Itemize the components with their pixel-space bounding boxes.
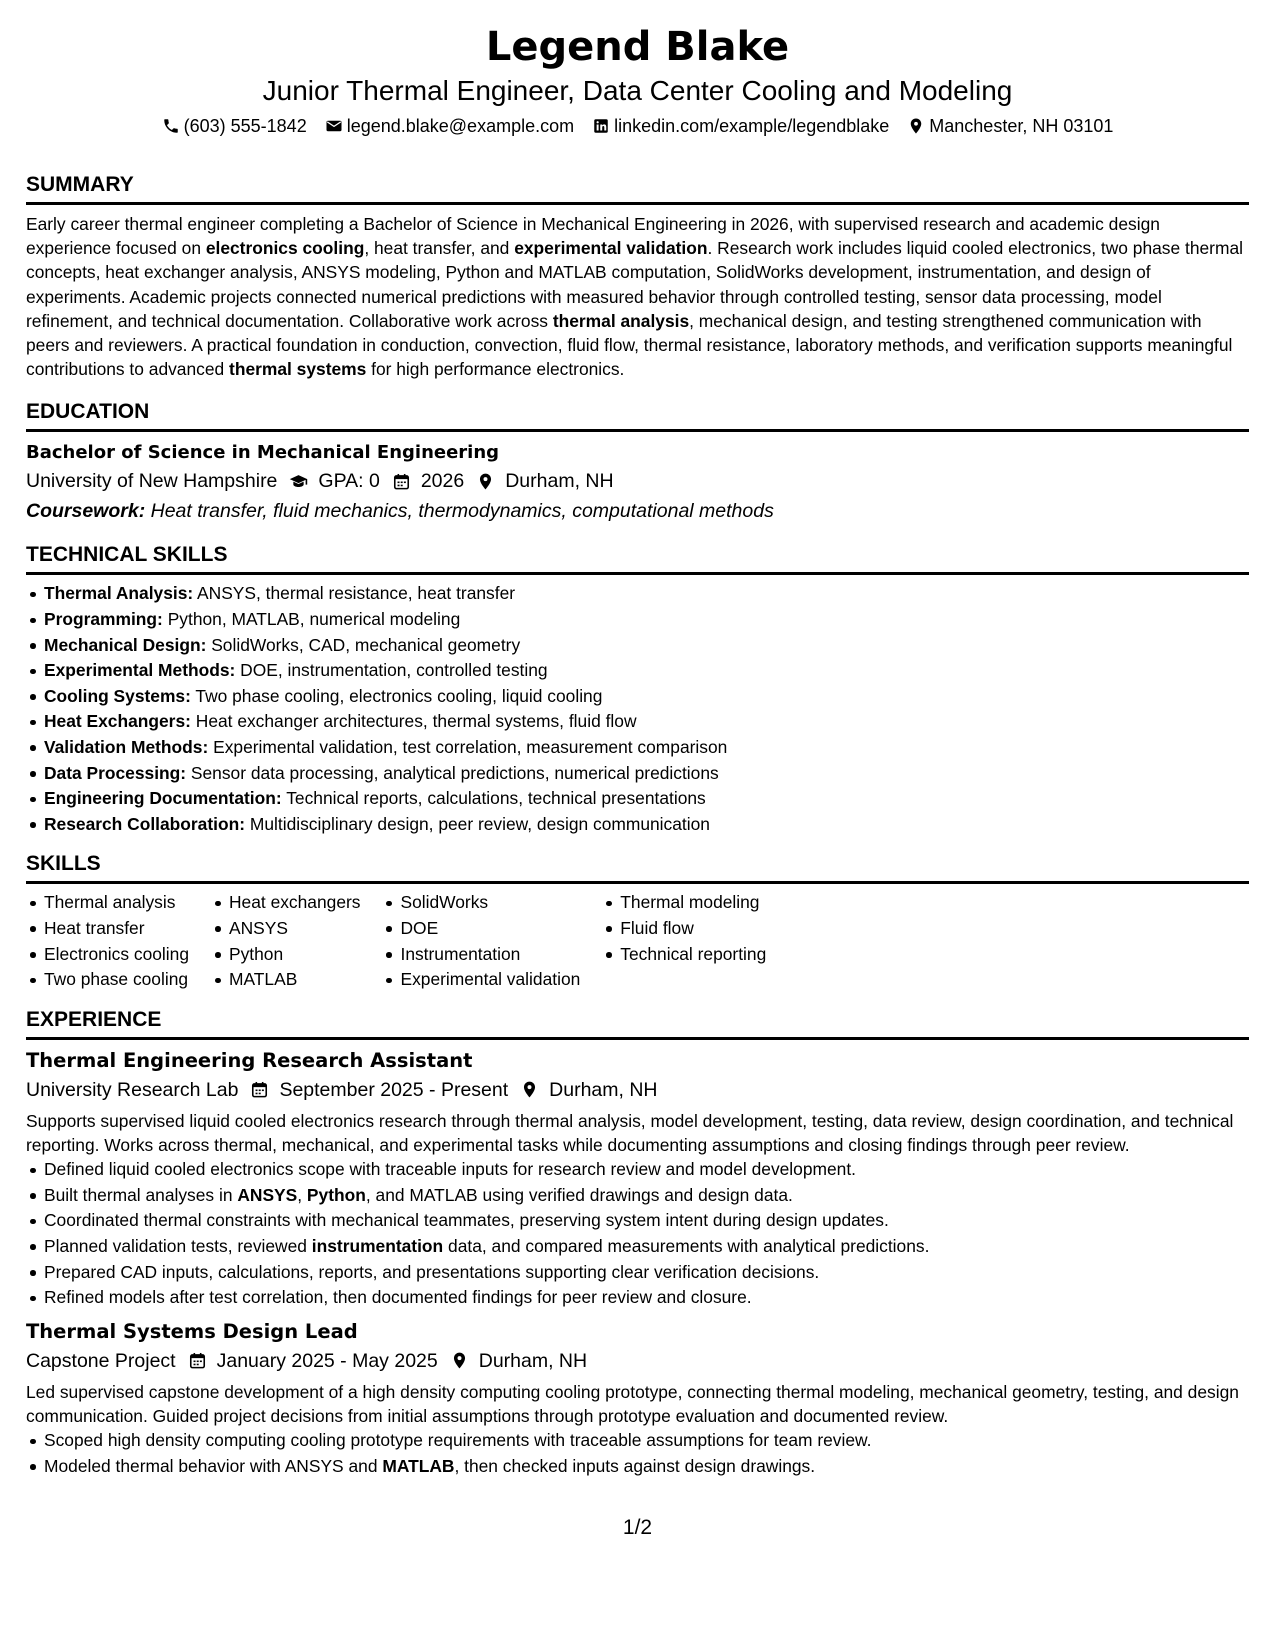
phone-text: (603) 555-1842	[183, 116, 307, 136]
email-link[interactable]: legend.blake@example.com	[346, 116, 575, 136]
list-item: Experimental validation	[382, 967, 580, 993]
contact-row	[26, 114, 1249, 138]
skill-values: Heat exchanger architectures, thermal systems, fluid flow	[190, 711, 637, 732]
bullet-text: ,	[297, 1184, 307, 1205]
skills-column	[602, 890, 766, 992]
envelope-icon	[325, 117, 343, 135]
section-title: EDUCATION	[26, 399, 1249, 432]
calendar-icon	[250, 1080, 269, 1099]
list-item	[26, 709, 1249, 735]
list-item	[26, 735, 1249, 761]
section-title: SKILLS	[26, 851, 1249, 884]
list-item	[26, 684, 1249, 710]
list-item	[26, 581, 1249, 607]
skills-section	[26, 851, 1249, 992]
skill-values: Technical reports, calculations, technical presentations	[281, 788, 706, 809]
job-location: Durham, NH	[478, 1349, 588, 1372]
job-bullets	[26, 1157, 1249, 1311]
list-item	[26, 761, 1249, 787]
graduation-year: 2026	[420, 470, 465, 493]
job-organization: University Research Lab	[26, 1078, 239, 1101]
bullet-text: , and MATLAB using verified drawings and design data.	[365, 1184, 793, 1205]
bullet-keyword: MATLAB	[382, 1455, 455, 1476]
skill-values: Sensor data processing, analytical predictions, numerical predictions	[186, 762, 719, 783]
school-location: Durham, NH	[505, 470, 614, 493]
list-item: Electronics cooling	[26, 942, 189, 968]
summary-keyword: thermal analysis	[552, 310, 690, 331]
section-title: TECHNICAL SKILLS	[26, 542, 1249, 575]
list-item	[26, 786, 1249, 812]
job-dates: January 2025 - May 2025	[216, 1349, 438, 1372]
technical-skills-list	[26, 581, 1249, 837]
bullet-keyword: Python	[306, 1184, 366, 1205]
job-bullets	[26, 1428, 1249, 1479]
skill-category: Validation Methods:	[44, 736, 209, 757]
school-name: University of New Hampshire	[26, 470, 278, 493]
list-item	[26, 1454, 1249, 1480]
skill-values: ANSYS, thermal resistance, heat transfer	[193, 583, 516, 604]
skill-values: Two phase cooling, electronics cooling, liquid cooling	[190, 685, 603, 706]
skill-values: DOE, instrumentation, controlled testing	[235, 660, 548, 681]
job-description: Supports supervised liquid cooled electronics research through thermal analysis, model development, testing, data review, design coordination, and technical reporting. Works across thermal, mechanical, and experimental tasks while documenting assumptions and closing findings through peer review.	[26, 1110, 1234, 1155]
list-item	[26, 607, 1249, 633]
education-section	[26, 399, 1249, 526]
list-item: Fluid flow	[602, 916, 766, 942]
candidate-name: Legend Blake	[485, 24, 790, 70]
linkedin-icon	[592, 117, 610, 135]
summary-segment: Early career thermal engineer completing a Bachelor of Science in Mechanical Engineering in 2026, with supervised research and academic design experience focused on	[26, 214, 1160, 259]
page-number: 1/2	[622, 1516, 653, 1539]
job-dates: September 2025 - Present	[279, 1078, 509, 1101]
bullet-text: Coordinated thermal constraints with mechanical teammates, preserving system intent during design updates.	[44, 1210, 889, 1231]
job-title: Thermal Engineering Research Assistant	[26, 1048, 473, 1072]
job-location: Durham, NH	[549, 1078, 658, 1101]
coursework-text: Heat transfer, fluid mechanics, thermodynamics, computational methods	[145, 500, 774, 523]
list-item	[26, 1285, 1249, 1311]
skill-category: Data Processing:	[44, 762, 187, 783]
job-description: Led supervised capstone development of a high density computing cooling prototype, connecting thermal modeling, mechanical geometry, testing, and design communication. Guided project decisions from initial assumptions through prototype evaluation and documented review.	[26, 1381, 1239, 1426]
job-meta	[26, 1346, 1249, 1376]
skill-values: SolidWorks, CAD, mechanical geometry	[206, 634, 521, 655]
summary-keyword: thermal systems	[229, 359, 367, 380]
coursework-label: Coursework:	[26, 500, 146, 523]
contact-linkedin[interactable]	[592, 114, 889, 138]
bullet-text: Scoped high density computing cooling prototype requirements with traceable assumptions for team review.	[44, 1430, 872, 1451]
list-item: ANSYS	[211, 916, 360, 942]
job-meta	[26, 1075, 1249, 1105]
contact-phone	[162, 114, 307, 138]
linkedin-link[interactable]: linkedin.com/example/legendblake	[614, 116, 890, 136]
experience-section	[26, 1007, 1249, 1480]
list-item: MATLAB	[211, 967, 360, 993]
list-item: Technical reporting	[602, 942, 766, 968]
list-item: SolidWorks	[382, 890, 580, 916]
bullet-text: Prepared CAD inputs, calculations, reports, and presentations supporting clear verification decisions.	[44, 1261, 820, 1282]
job-entry	[26, 1047, 1249, 1311]
skill-category: Mechanical Design:	[44, 634, 207, 655]
bullet-text: data, and compared measurements with analytical predictions.	[443, 1235, 930, 1256]
bullet-text: Built thermal analyses in	[44, 1184, 238, 1205]
bullet-text: , then checked inputs against design drawings.	[454, 1455, 816, 1476]
skill-values: Multidisciplinary design, peer review, design communication	[245, 813, 710, 834]
bullet-text: Refined models after test correlation, then documented findings for peer review and closure.	[44, 1287, 752, 1308]
skill-category: Engineering Documentation:	[44, 788, 282, 809]
skills-column	[382, 890, 580, 992]
list-item	[26, 1208, 1249, 1234]
gpa-text: GPA: 0	[318, 470, 380, 493]
list-item: DOE	[382, 916, 580, 942]
summary-segment: , heat transfer, and	[364, 238, 515, 259]
list-item: Thermal modeling	[602, 890, 766, 916]
bullet-keyword: ANSYS	[237, 1184, 298, 1205]
skill-category: Heat Exchangers:	[44, 711, 191, 732]
coursework-line	[26, 496, 1249, 526]
summary-segment: for high performance electronics.	[366, 359, 625, 380]
list-item	[26, 1183, 1249, 1209]
calendar-icon	[392, 472, 411, 491]
resume-page	[26, 22, 1249, 1479]
skill-values: Python, MATLAB, numerical modeling	[162, 609, 461, 630]
map-pin-icon	[476, 472, 495, 491]
list-item: Heat exchangers	[211, 890, 360, 916]
skills-column	[26, 890, 189, 992]
section-title: SUMMARY	[26, 172, 1249, 205]
list-item: Instrumentation	[382, 942, 580, 968]
map-pin-icon	[520, 1080, 539, 1099]
technical-skills-section	[26, 542, 1249, 837]
list-item: Thermal analysis	[26, 890, 189, 916]
skill-category: Experimental Methods:	[44, 660, 236, 681]
list-item	[26, 633, 1249, 659]
candidate-headline: Junior Thermal Engineer, Data Center Cooling and Modeling	[262, 75, 1013, 106]
skill-values: Experimental validation, test correlation, measurement comparison	[208, 736, 728, 757]
bullet-keyword: instrumentation	[311, 1235, 444, 1256]
list-item	[26, 1260, 1249, 1286]
skills-column	[211, 890, 360, 992]
summary-segment: , mechanical design, and testing strengthened communication with peers and reviewers. A practical foundation in conduction, convection, fluid flow, thermal resistance, laboratory methods, and verification supports meaningful contributions to advanced	[26, 310, 1233, 380]
summary-section	[26, 172, 1249, 381]
list-item	[26, 1157, 1249, 1183]
graduation-cap-icon	[289, 472, 308, 491]
skill-category: Research Collaboration:	[44, 813, 246, 834]
education-meta	[26, 466, 1249, 496]
skill-category: Programming:	[44, 609, 163, 630]
list-item: Python	[211, 942, 360, 968]
contact-email[interactable]	[325, 114, 574, 138]
bullet-text: Modeled thermal behavior with ANSYS and	[44, 1455, 383, 1476]
bullet-text: Defined liquid cooled electronics scope with traceable inputs for research review and model development.	[44, 1159, 857, 1180]
phone-icon	[162, 117, 180, 135]
job-entry	[26, 1318, 1249, 1480]
skill-category: Cooling Systems:	[44, 685, 191, 706]
summary-text	[26, 212, 1249, 381]
list-item: Two phase cooling	[26, 967, 189, 993]
bullet-text: Planned validation tests, reviewed	[44, 1235, 312, 1256]
summary-keyword: electronics cooling	[205, 238, 365, 259]
skill-category: Thermal Analysis:	[44, 583, 194, 604]
map-pin-icon	[907, 117, 925, 135]
list-item: Heat transfer	[26, 916, 189, 942]
degree-title: Bachelor of Science in Mechanical Engineering	[26, 442, 500, 464]
job-title: Thermal Systems Design Lead	[26, 1319, 358, 1343]
list-item	[26, 1428, 1249, 1454]
list-item	[26, 658, 1249, 684]
section-title: EXPERIENCE	[26, 1007, 1249, 1040]
summary-segment: . Research work includes liquid cooled electronics, two phase thermal concepts, heat exchanger analysis, ANSYS modeling, Python and MATLAB computation, SolidWorks development, instrumentation, and design of experiments. Academic projects connected numerical predictions with measured behavior through controlled testing, sensor data processing, model refinement, and technical documentation. Collaborative work across	[26, 238, 1243, 331]
list-item	[26, 1234, 1249, 1260]
skills-grid	[26, 890, 1249, 992]
location-text: Manchester, NH 03101	[929, 116, 1114, 136]
list-item	[26, 812, 1249, 838]
summary-keyword: experimental validation	[514, 238, 708, 259]
map-pin-icon	[450, 1351, 469, 1370]
calendar-icon	[188, 1351, 207, 1370]
job-organization: Capstone Project	[26, 1349, 176, 1372]
contact-location	[907, 114, 1113, 138]
